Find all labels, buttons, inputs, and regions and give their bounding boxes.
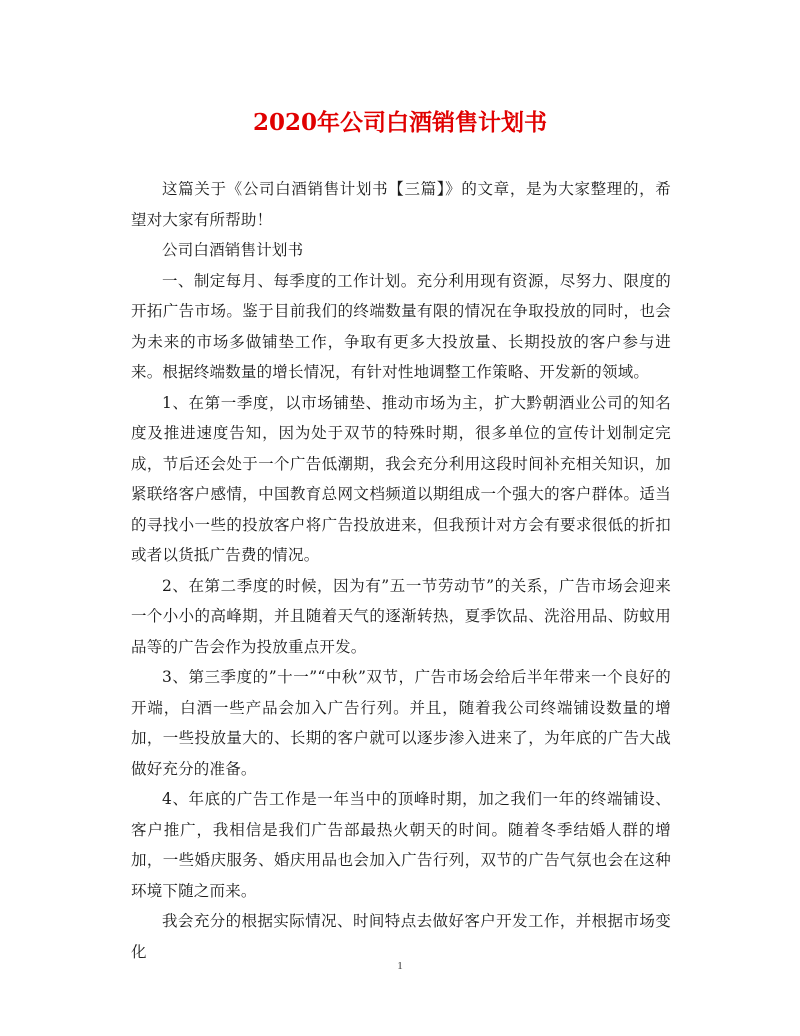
section-heading: 公司白酒销售计划书 xyxy=(162,241,304,259)
page-number: 1 xyxy=(397,960,403,972)
paragraph-q1: 1、在第一季度，以市场铺垫、推动市场为主，扩大黔朝酒业公司的知名度及推进速度告知，因为处于双节的特殊时期，很多单位的宣传计划制定完成，节后还会处于一个广告低潮期，我会充分利用这段时间补充相关知识，加紧联络客户感情，中国教育总网文档频道以期组成一个强大的客户群体。适当的寻找小一些的投放客户将广告投放进来，但我预计对方会有要求很低的折扣或者以货抵广告费的情况。 xyxy=(131,393,671,564)
paragraph-q2: 2、在第二季度的时候，因为有”五一节劳动节”的关系，广告市场会迎来一个小小的高峰期，并且随着天气的逐渐转热，夏季饮品、洗浴用品、防蚊用品等的广告会作为投放重点开发。 xyxy=(131,576,671,656)
intro-paragraph: 这篇关于《公司白酒销售计划书【三篇】》的文章，是为大家整理的，希望对大家有所帮助！ xyxy=(131,180,671,229)
document-title: 2020年公司白酒销售计划书 xyxy=(252,109,547,136)
paragraph-q3: 3、第三季度的”十一”“中秋”双节，广告市场会给后半年带来一个良好的开端，白酒一些产品会加入广告行列。并且，随着我公司终端铺设数量的增加，一些投放量大的、长期的客户就可以逐步渗入进来了，为年底的广告大战做好充分的准备。 xyxy=(131,668,671,778)
paragraph-closing: 我会充分的根据实际情况、时间特点去做好客户开发工作，并根据市场变化 xyxy=(131,912,671,961)
paragraph-q4: 4、年底的广告工作是一年当中的顶峰时期，加之我们一年的终端铺设、客户推广，我相信是我们广告部最热火朝天的时间。随着冬季结婚人群的增加，一些婚庆服务、婚庆用品也会加入广告行列，双节的广告气氛也会在这种环境下随之而来。 xyxy=(131,790,671,900)
paragraph-plan-overview: 一、制定每月、每季度的工作计划。充分利用现有资源，尽努力、限度的开拓广告市场。鉴于目前我们的终端数量有限的情况在争取投放的同时，也会为未来的市场多做铺垫工作，争取有更多大投放量、长期投放的客户参与进来。根据终端数量的增长情况，有针对性地调整工作策略、开发新的领域。 xyxy=(131,271,671,381)
document-body xyxy=(131,174,671,967)
